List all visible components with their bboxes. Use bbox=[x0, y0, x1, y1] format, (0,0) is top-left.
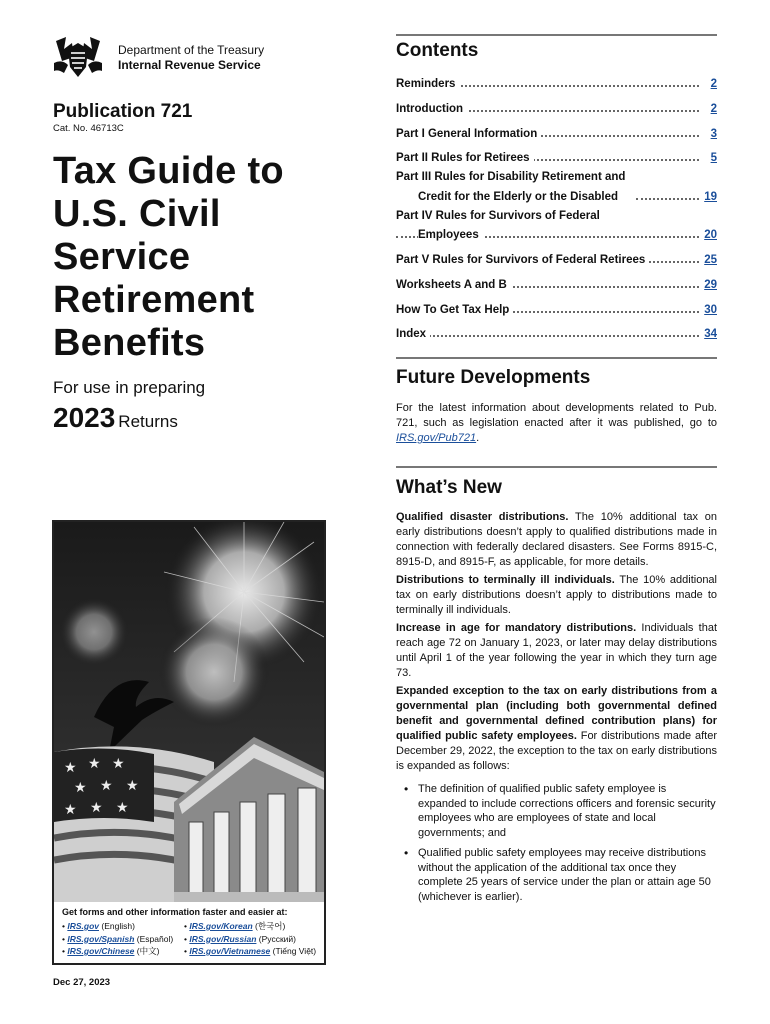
bullet-item: • The definition of qualified public safety employee is expanded to include corrections officers and forensic security employees who are employees of state and local governments; and bbox=[396, 782, 717, 840]
toc-label: How To Get Tax Help bbox=[396, 304, 513, 316]
paragraph-text: The 10% additional tax on early distributions doesn’t apply to qualified distributions made in connection with federally declared disasters. See Forms 8915-C, 8915-D, and 8915-F, as applicable, for more details. bbox=[396, 511, 717, 568]
link-row: • IRS.gov/Vietnamese (Tiếng Việt) bbox=[184, 946, 317, 956]
toc-page-link[interactable]: 2 bbox=[710, 78, 717, 90]
pub721-link[interactable]: IRS.gov/Pub721 bbox=[396, 432, 477, 444]
whats-new-paragraph bbox=[396, 510, 717, 570]
language-label: (Español) bbox=[136, 933, 174, 944]
document-title bbox=[53, 150, 284, 365]
svg-text:★: ★ bbox=[112, 756, 125, 772]
toc-page-link[interactable]: 25 bbox=[704, 254, 717, 266]
language-label: (中文) bbox=[136, 946, 160, 956]
toc-item[interactable] bbox=[396, 273, 717, 291]
toc-item[interactable] bbox=[396, 97, 717, 115]
whats-new-paragraph bbox=[396, 573, 717, 618]
svg-text:★: ★ bbox=[74, 780, 87, 796]
agency-block bbox=[118, 43, 264, 73]
toc-item[interactable] bbox=[396, 298, 717, 316]
section-divider bbox=[396, 34, 717, 36]
toc-label-continued: Employees bbox=[418, 229, 483, 241]
link-row: • IRS.gov/Chinese (中文) bbox=[62, 946, 160, 956]
forms-info-box bbox=[54, 902, 324, 963]
toc-label: Part V Rules for Survivors of Federal Retirees bbox=[396, 254, 649, 266]
dot-leader bbox=[396, 335, 699, 337]
svg-text:★: ★ bbox=[64, 802, 77, 818]
section-divider bbox=[396, 357, 717, 359]
future-text: For the latest information about developments related to Pub. 721, such as legislation enacted after it was published, go to bbox=[396, 402, 717, 429]
publication-date: Dec 27, 2023 bbox=[53, 977, 111, 988]
title-line: U.S. Civil bbox=[53, 193, 221, 235]
paragraph-text: The 10% additional tax on early distributions doesn’t apply to distributions made to terminally ill individuals. bbox=[396, 574, 717, 616]
irs-korean-link[interactable]: IRS.gov/Korean bbox=[189, 921, 253, 931]
returns-label: Returns bbox=[118, 412, 178, 431]
link-row: • IRS.gov/Spanish (Español) bbox=[62, 933, 174, 944]
future-developments-text bbox=[396, 401, 717, 446]
for-use-text: For use in preparing bbox=[53, 378, 206, 397]
bullet-item: • Qualified public safety employees may receive distributions without the application of the additional tax once they complete 25 years of service under the plan or attain age 50 (whichever is earlier). bbox=[396, 846, 717, 904]
tax-year: 2023 bbox=[53, 402, 116, 433]
whats-new-heading: What’s New bbox=[396, 477, 502, 498]
toc-page-link[interactable]: 5 bbox=[710, 152, 717, 164]
toc-label: Part III Rules for Disability Retirement and bbox=[396, 171, 626, 183]
title-line: Retirement bbox=[53, 279, 255, 321]
whats-new-paragraph bbox=[396, 621, 717, 681]
paragraph-text: For distributions made after December 29, 2022, the exception to the tax on early distributions is expanded as follows: bbox=[396, 730, 717, 772]
language-label: (한국어) bbox=[255, 921, 286, 931]
agency-department: Department of the Treasury bbox=[118, 43, 265, 57]
svg-text:★: ★ bbox=[64, 760, 77, 776]
irs-russian-link[interactable]: IRS.gov/Russian bbox=[189, 933, 257, 944]
toc-page-link[interactable]: 34 bbox=[704, 328, 717, 340]
future-text-end: . bbox=[476, 432, 480, 444]
toc-label: Part I General Information bbox=[396, 128, 541, 140]
toc-item[interactable] bbox=[396, 185, 717, 203]
paragraph-heading: Expanded exception to the tax on early distributions from a governmental plan (including both governmental defined benefit and governmental defined contribution plans) for qualified public safety employees. bbox=[396, 685, 717, 742]
paragraph-heading: Qualified disaster distributions. bbox=[396, 511, 569, 523]
toc-page-link[interactable]: 29 bbox=[704, 279, 717, 291]
irs-vietnamese-link[interactable]: IRS.gov/Vietnamese bbox=[189, 946, 271, 956]
bullet-list bbox=[396, 782, 717, 904]
toc-label: Index bbox=[396, 328, 430, 340]
toc-item[interactable] bbox=[396, 223, 717, 241]
whats-new-body bbox=[396, 510, 717, 910]
toc-page-link[interactable]: 19 bbox=[704, 191, 717, 203]
title-line: Tax Guide to bbox=[53, 150, 284, 192]
toc-item[interactable] bbox=[396, 322, 717, 340]
irs-spanish-link[interactable]: IRS.gov/Spanish bbox=[67, 933, 135, 944]
irs-gov-link[interactable]: IRS.gov bbox=[67, 921, 99, 931]
toc-page-link[interactable]: 2 bbox=[710, 103, 717, 115]
dot-leader bbox=[636, 198, 699, 200]
toc-item[interactable] bbox=[396, 248, 717, 266]
link-row: • IRS.gov/Korean (한국어) bbox=[184, 921, 286, 931]
toc-label: Introduction bbox=[396, 103, 467, 115]
catalog-number: Cat. No. 46713C bbox=[53, 123, 124, 134]
future-developments-heading: Future Developments bbox=[396, 367, 591, 388]
title-line: Service bbox=[53, 236, 191, 278]
language-label: (Русский) bbox=[258, 933, 296, 944]
toc-item[interactable] bbox=[396, 72, 717, 90]
toc-label: Part IV Rules for Survivors of Federal bbox=[396, 210, 600, 222]
irs-chinese-link[interactable]: IRS.gov/Chinese bbox=[67, 946, 135, 956]
contents-heading: Contents bbox=[396, 40, 479, 61]
toc-label: Worksheets A and B bbox=[396, 279, 511, 291]
section-divider bbox=[396, 466, 717, 468]
toc-page-link[interactable]: 30 bbox=[704, 304, 717, 316]
svg-text:★: ★ bbox=[126, 778, 139, 794]
toc-item[interactable] bbox=[396, 146, 717, 164]
title-line: Benefits bbox=[53, 322, 206, 364]
forms-info-title: Get forms and other information faster and easier at: bbox=[62, 907, 288, 917]
svg-text:★: ★ bbox=[90, 800, 103, 816]
language-label: (English) bbox=[101, 921, 135, 931]
svg-text:★: ★ bbox=[88, 756, 101, 772]
paragraph-text: Individuals that reach age 72 on January 1, 2023, or later may delay distributions until April 1 of the year following the year in which they turn age 73. bbox=[396, 622, 718, 679]
publication-number: Publication 721 bbox=[53, 101, 193, 122]
agency-irs: Internal Revenue Service bbox=[118, 58, 261, 72]
toc-label: Reminders bbox=[396, 78, 459, 90]
fireworks-eagle-capitol-illustration bbox=[54, 522, 324, 902]
tax-year-line bbox=[53, 402, 178, 434]
toc-page-link[interactable]: 3 bbox=[710, 128, 717, 140]
svg-text:★: ★ bbox=[100, 778, 113, 794]
toc-label: Part II Rules for Retirees bbox=[396, 152, 534, 164]
paragraph-heading: Increase in age for mandatory distributions. bbox=[396, 622, 637, 634]
svg-text:★: ★ bbox=[116, 800, 129, 816]
language-label: (Tiếng Việt) bbox=[272, 946, 317, 956]
link-row: • IRS.gov/Russian (Русский) bbox=[184, 933, 296, 944]
link-row: • IRS.gov (English) bbox=[62, 921, 135, 931]
toc-label-continued: Credit for the Elderly or the Disabled bbox=[418, 191, 622, 203]
cover-photo bbox=[52, 520, 326, 965]
toc-page-link[interactable]: 20 bbox=[704, 229, 717, 241]
paragraph-heading: Distributions to terminally ill individuals. bbox=[396, 574, 615, 586]
toc-item[interactable] bbox=[396, 122, 717, 140]
irs-eagle-logo bbox=[52, 33, 104, 81]
whats-new-paragraph bbox=[396, 684, 717, 774]
